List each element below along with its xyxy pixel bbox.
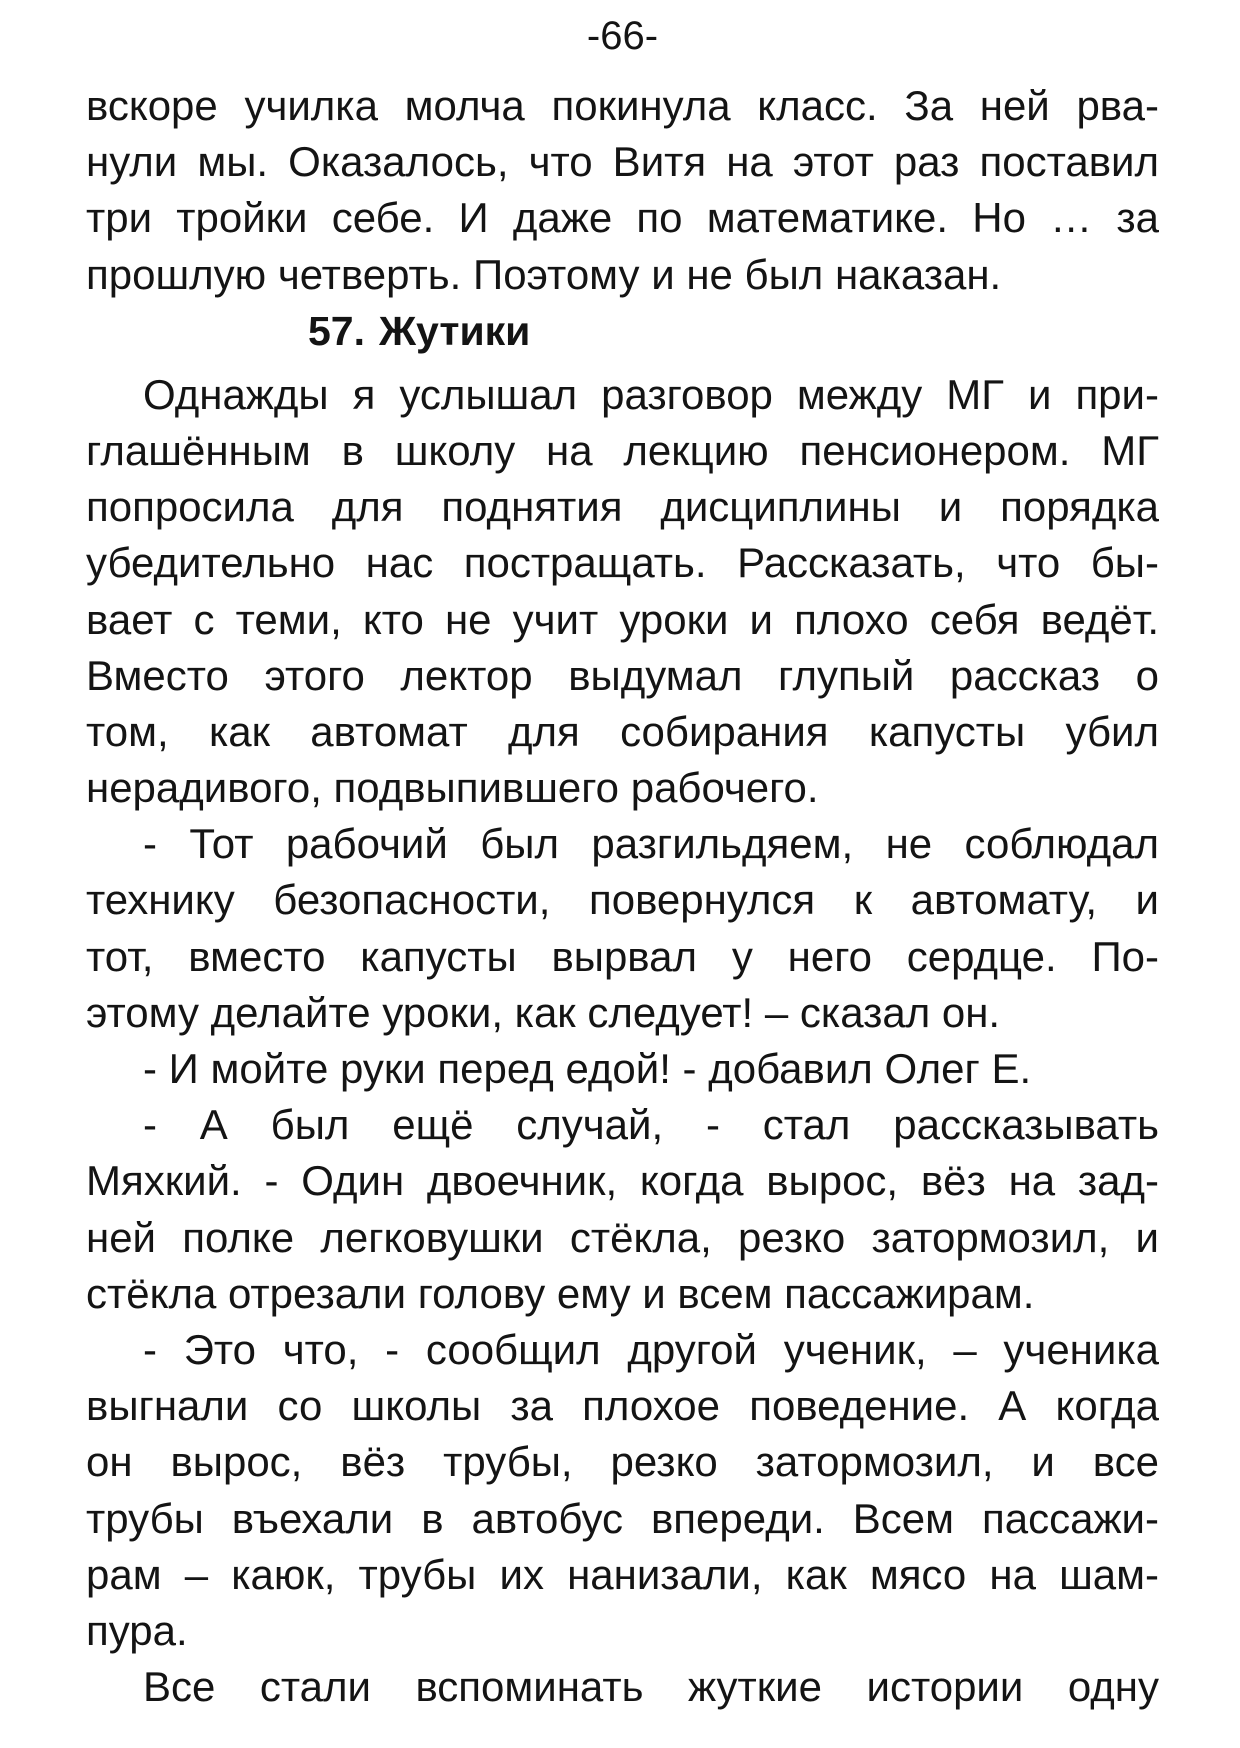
text-line: нерадивого, подвыпившего рабочего. xyxy=(86,764,819,812)
text-line: том, как автомат для собирания капусты убил xyxy=(86,707,1159,755)
text-line: Вместо этого лектор выдумал глупый рассказ о xyxy=(86,651,1159,699)
page-number: -66- xyxy=(586,14,659,58)
chapter-number: 57. xyxy=(308,307,365,354)
text-line: попросила для поднятия дисциплины и порядка xyxy=(86,483,1159,531)
text-line: - А был ещё случай, - стал рассказывать xyxy=(143,1101,1159,1149)
paragraph-continuation xyxy=(86,78,1159,303)
chapter-title: Жутики xyxy=(379,307,531,354)
text-line: глашённым в школу на лекцию пенсионером. МГ xyxy=(86,426,1159,474)
paragraph xyxy=(86,1041,1159,1097)
text-line: тот, вместо капусты вырвал у него сердце. По- xyxy=(86,932,1159,980)
text-line: этому делайте уроки, как следует! – сказал он. xyxy=(86,988,1001,1036)
text-line: нули мы. Оказалось, что Витя на этот раз поставил xyxy=(86,138,1159,186)
paragraph xyxy=(86,367,1159,817)
paragraph xyxy=(86,1097,1159,1322)
text-line: - И мойте руки перед едой! - добавил Олег Е. xyxy=(143,1045,1032,1092)
text-line: трубы въехали в автобус впереди. Всем пассажи- xyxy=(86,1494,1159,1542)
text-line: стёкла отрезали голову ему и всем пассажирам. xyxy=(86,1269,1035,1317)
text-line: он вырос, вёз трубы, резко затормозил, и все xyxy=(86,1438,1159,1486)
text-line: - Тот рабочий был разгильдяем, не соблюдал xyxy=(143,820,1159,868)
paragraph xyxy=(86,1659,1159,1715)
page-body xyxy=(86,78,1159,1715)
text-line: три тройки себе. И даже по математике. Но … за xyxy=(86,194,1159,242)
text-line: ней полке легковушки стёкла, резко затормозил, и xyxy=(86,1213,1159,1261)
paragraph xyxy=(86,1322,1159,1659)
chapter-heading xyxy=(86,303,1159,367)
text-line: вает с теми, кто не учит уроки и плохо себя ведёт. xyxy=(86,595,1159,643)
text-line: - Это что, - сообщил другой ученик, – ученика xyxy=(143,1325,1159,1373)
text-line: технику безопасности, повернулся к автомату, и xyxy=(86,876,1159,924)
text-line: Однажды я услышал разговор между МГ и при- xyxy=(143,370,1159,418)
text-line: убедительно нас постращать. Рассказать, что бы- xyxy=(86,539,1159,587)
text-line: пура. xyxy=(86,1606,188,1654)
text-line: выгнали со школы за плохое поведение. А когда xyxy=(86,1382,1159,1430)
text-line: вскоре училка молча покинула класс. За ней рва- xyxy=(86,82,1159,129)
paragraph xyxy=(86,816,1159,1041)
text-line: Все стали вспоминать жуткие истории одну xyxy=(143,1663,1159,1711)
text-line: прошлую четверть. Поэтому и не был наказан. xyxy=(86,250,1002,298)
text-line: Мяхкий. - Один двоечник, когда вырос, вёз на зад- xyxy=(86,1157,1159,1205)
text-line: рам – каюк, трубы их нанизали, как мясо на шам- xyxy=(86,1550,1159,1598)
